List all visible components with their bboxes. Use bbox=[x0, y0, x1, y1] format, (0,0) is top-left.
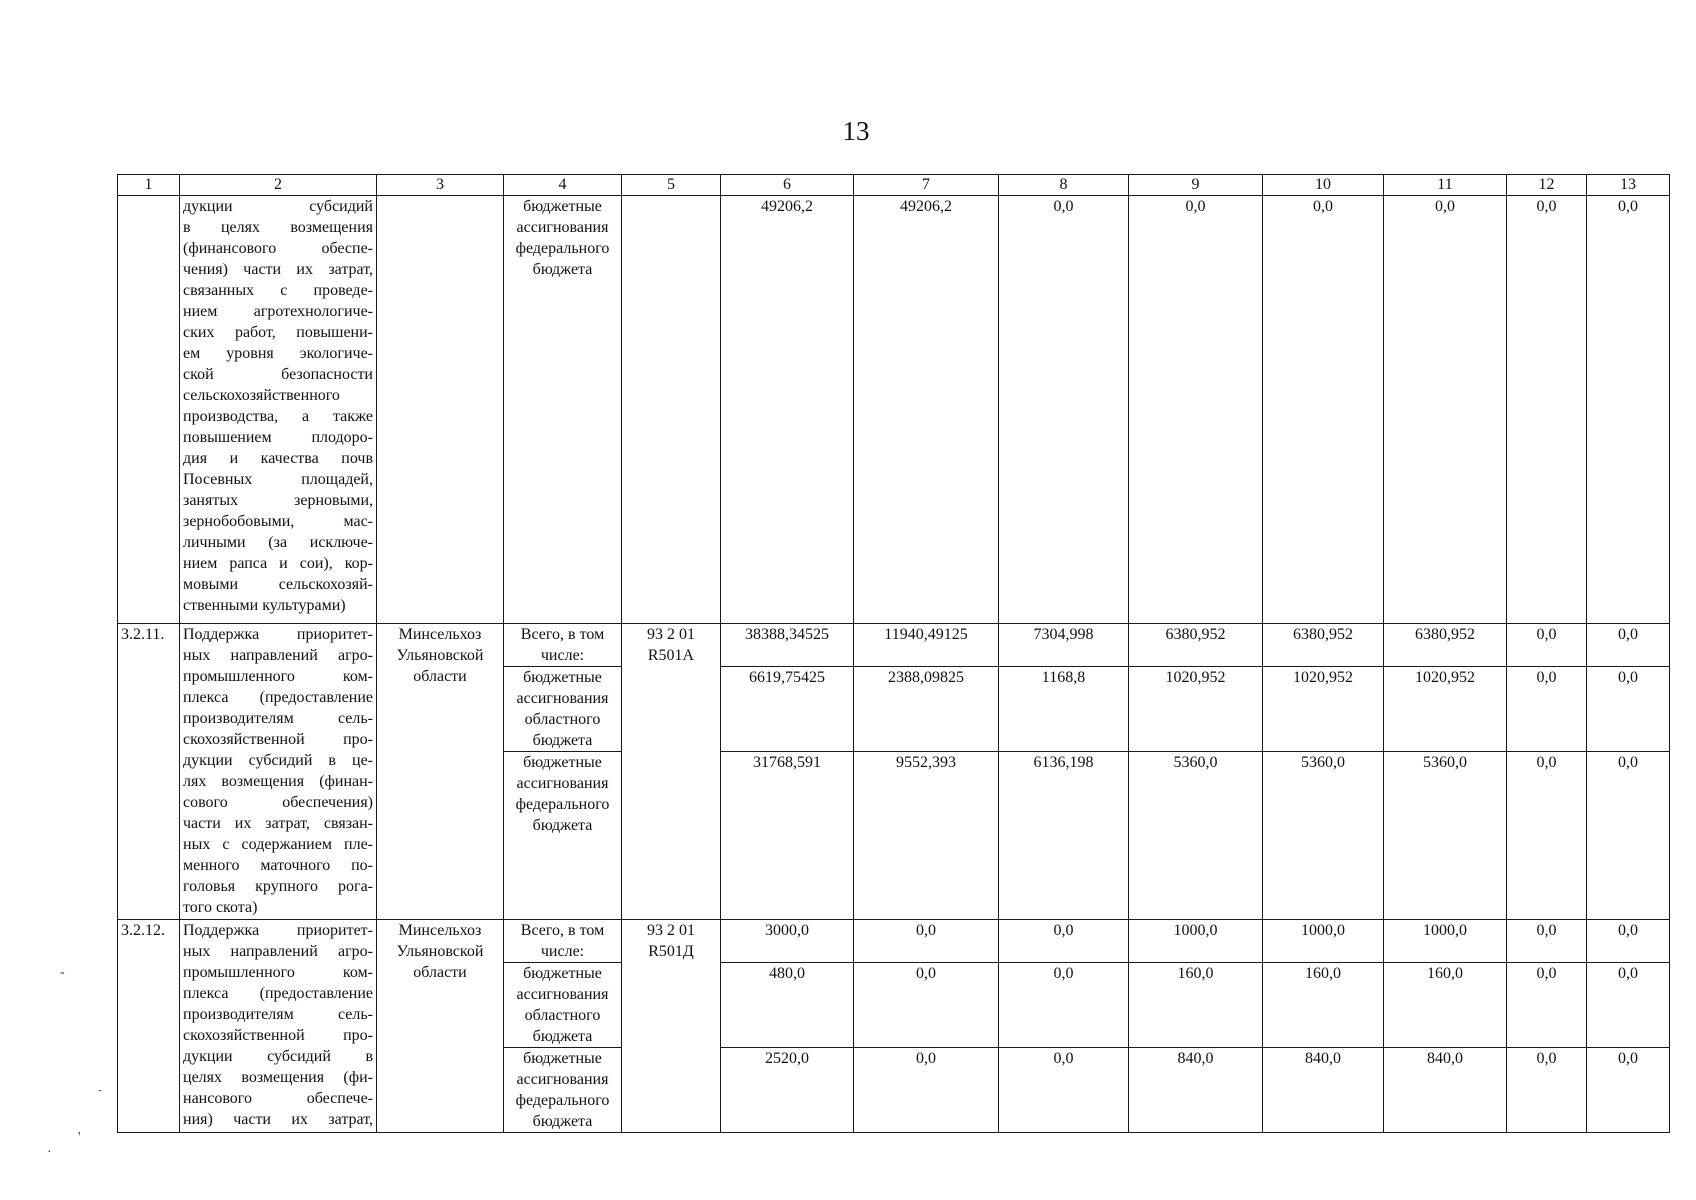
value-cell: 0,0 bbox=[854, 1048, 999, 1133]
value-cell: 0,0 bbox=[1263, 196, 1384, 624]
value-cell: 6619,75425 bbox=[721, 667, 854, 752]
table-row bbox=[118, 920, 1670, 963]
value-cell: 0,0 bbox=[1507, 624, 1587, 667]
value-cell: 480,0 bbox=[721, 963, 854, 1048]
value-cell: 840,0 bbox=[1129, 1048, 1263, 1133]
funding-source-cell: Всего, в том числе: bbox=[504, 920, 622, 963]
value-cell: 1000,0 bbox=[1384, 920, 1507, 963]
value-cell: 840,0 bbox=[1263, 1048, 1384, 1133]
value-cell: 0,0 bbox=[999, 196, 1129, 624]
value-cell: 0,0 bbox=[1587, 624, 1670, 667]
column-header: 2 bbox=[180, 175, 377, 196]
value-cell: 1000,0 bbox=[1129, 920, 1263, 963]
scan-speck: ˏ bbox=[93, 1077, 103, 1094]
value-cell: 9552,393 bbox=[854, 752, 999, 920]
value-cell: 11940,49125 bbox=[854, 624, 999, 667]
column-header: 13 bbox=[1587, 175, 1670, 196]
column-header: 4 bbox=[504, 175, 622, 196]
funding-source-cell: бюджетные ассигнования федерального бюджета bbox=[504, 196, 622, 624]
executor-cell bbox=[377, 196, 504, 624]
value-cell: 0,0 bbox=[854, 920, 999, 963]
value-cell: 2388,09825 bbox=[854, 667, 999, 752]
column-header: 10 bbox=[1263, 175, 1384, 196]
item-number-cell: 3.2.11. bbox=[118, 624, 180, 920]
item-number-cell: 3.2.12. bbox=[118, 920, 180, 1133]
value-cell: 1020,952 bbox=[1263, 667, 1384, 752]
column-header: 11 bbox=[1384, 175, 1507, 196]
scan-speck: · bbox=[47, 1145, 52, 1160]
budget-code-line: 93 2 01 bbox=[647, 922, 695, 939]
column-numbers-row bbox=[118, 175, 1670, 196]
value-cell: 0,0 bbox=[1587, 963, 1670, 1048]
column-header: 3 bbox=[377, 175, 504, 196]
table-row bbox=[118, 624, 1670, 667]
value-cell: 0,0 bbox=[1587, 196, 1670, 624]
value-cell: 0,0 bbox=[1507, 196, 1587, 624]
value-cell: 1168,8 bbox=[999, 667, 1129, 752]
value-cell: 31768,591 bbox=[721, 752, 854, 920]
column-header: 5 bbox=[622, 175, 721, 196]
page-number: 13 bbox=[842, 116, 870, 146]
value-cell: 160,0 bbox=[1129, 963, 1263, 1048]
value-cell: 1020,952 bbox=[1384, 667, 1507, 752]
column-header: 7 bbox=[854, 175, 999, 196]
value-cell: 0,0 bbox=[1587, 920, 1670, 963]
value-cell: 0,0 bbox=[1507, 963, 1587, 1048]
value-cell: 0,0 bbox=[1507, 667, 1587, 752]
value-cell: 0,0 bbox=[1587, 752, 1670, 920]
value-cell: 38388,34525 bbox=[721, 624, 854, 667]
value-cell: 0,0 bbox=[854, 963, 999, 1048]
item-number-cell bbox=[118, 196, 180, 624]
value-cell: 6380,952 bbox=[1263, 624, 1384, 667]
value-cell: 2520,0 bbox=[721, 1048, 854, 1133]
executor-cell: Минсельхоз Ульяновской области bbox=[377, 920, 504, 1133]
value-cell: 5360,0 bbox=[1129, 752, 1263, 920]
value-cell: 6380,952 bbox=[1384, 624, 1507, 667]
budget-code-line: R501Д bbox=[648, 943, 694, 960]
funding-source-cell: Всего, в том числе: bbox=[504, 624, 622, 667]
description-cell: Поддержка приоритет- ных направлений агро- промышленного ком- плекса (предоставление производителям сель- скохозяйственной про- дукции субсидий в це- лях возмещения (финан- сового обеспечения) части их затрат, связан- ных с содержанием пле- менного маточного по- головья крупного рога- того скота) bbox=[180, 624, 377, 920]
value-cell: 0,0 bbox=[1587, 1048, 1670, 1133]
value-cell: 0,0 bbox=[999, 1048, 1129, 1133]
value-cell: 160,0 bbox=[1263, 963, 1384, 1048]
funding-source-cell: бюджетные ассигнования федерального бюджета bbox=[504, 752, 622, 920]
value-cell: 3000,0 bbox=[721, 920, 854, 963]
budget-code-line: 93 2 01 bbox=[647, 626, 695, 643]
value-cell: 5360,0 bbox=[1384, 752, 1507, 920]
column-header: 8 bbox=[999, 175, 1129, 196]
scan-speck: - bbox=[60, 965, 65, 980]
column-header: 6 bbox=[721, 175, 854, 196]
value-cell: 0,0 bbox=[999, 920, 1129, 963]
value-cell: 7304,998 bbox=[999, 624, 1129, 667]
budget-code-cell bbox=[622, 624, 721, 920]
value-cell: 49206,2 bbox=[721, 196, 854, 624]
scan-speck: ' bbox=[78, 1130, 81, 1145]
funding-source-cell: бюджетные ассигнования федерального бюджета bbox=[504, 1048, 622, 1133]
budget-code-line: R501А bbox=[647, 647, 695, 664]
value-cell: 1000,0 bbox=[1263, 920, 1384, 963]
executor-cell: Минсельхоз Ульяновской области bbox=[377, 624, 504, 920]
value-cell: 0,0 bbox=[1384, 196, 1507, 624]
value-cell: 0,0 bbox=[1507, 1048, 1587, 1133]
value-cell: 840,0 bbox=[1384, 1048, 1507, 1133]
column-header: 9 bbox=[1129, 175, 1263, 196]
budget-table bbox=[117, 174, 1670, 1133]
description-cell: Поддержка приоритет- ных направлений агро- промышленного ком- плекса (предоставление производителям сель- скохозяйственной про- дукции субсидий в целях возмещения (фи- нансового обеспече- ния) части их затрат, bbox=[180, 920, 377, 1133]
value-cell: 0,0 bbox=[1507, 920, 1587, 963]
column-header: 12 bbox=[1507, 175, 1587, 196]
funding-source-cell: бюджетные ассигнования областного бюджета bbox=[504, 963, 622, 1048]
value-cell: 6380,952 bbox=[1129, 624, 1263, 667]
column-header: 1 bbox=[118, 175, 180, 196]
table-row bbox=[118, 196, 1670, 624]
value-cell: 6136,198 bbox=[999, 752, 1129, 920]
value-cell: 0,0 bbox=[1129, 196, 1263, 624]
value-cell: 1020,952 bbox=[1129, 667, 1263, 752]
value-cell: 0,0 bbox=[999, 963, 1129, 1048]
budget-code-cell bbox=[622, 920, 721, 1133]
funding-source-cell: бюджетные ассигнования областного бюджета bbox=[504, 667, 622, 752]
value-cell: 49206,2 bbox=[854, 196, 999, 624]
value-cell: 160,0 bbox=[1384, 963, 1507, 1048]
budget-code-cell bbox=[622, 196, 721, 624]
description-cell: дукции субсидий в целях возмещения (финансового обеспе- чения) части их затрат, связанных с проведе- нием агротехнологиче- ских работ, повышени- ем уровня экологиче- ской безопасности сельскохозяйственного производства, а также повышением плодоро- дия и качества почв Посевных площадей, занятых зерновыми, зернобобовыми, мас- личными (за исключе- нием рапса и сои), кор- мовыми сельскохозяй- ственными культурами) bbox=[180, 196, 377, 624]
value-cell: 0,0 bbox=[1507, 752, 1587, 920]
value-cell: 0,0 bbox=[1587, 667, 1670, 752]
value-cell: 5360,0 bbox=[1263, 752, 1384, 920]
